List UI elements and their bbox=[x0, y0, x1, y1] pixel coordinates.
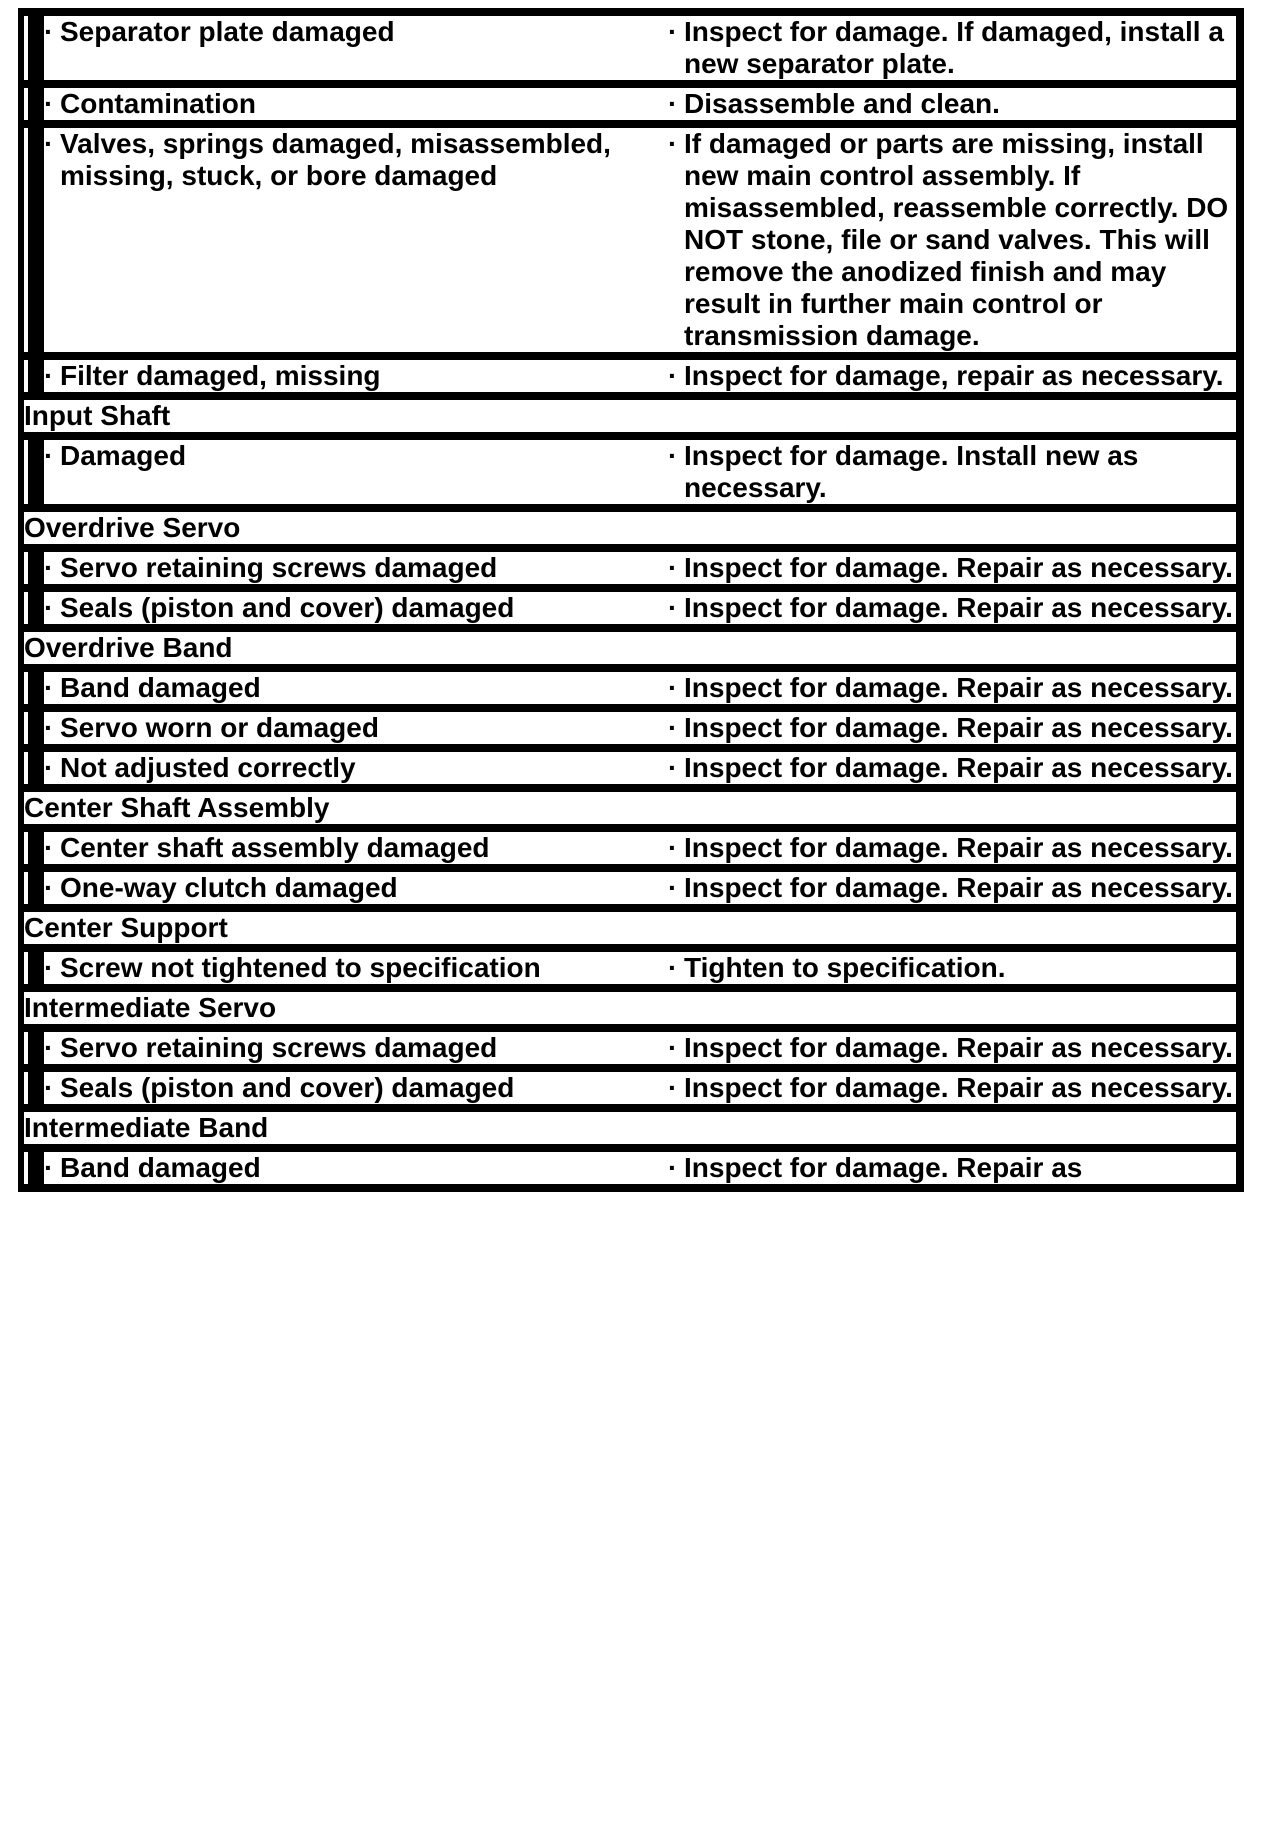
column-divider bbox=[660, 984, 668, 1024]
bullet-dot: · bbox=[44, 832, 54, 863]
section-header-row bbox=[18, 392, 1244, 432]
column-divider bbox=[660, 1144, 668, 1192]
bullet-dot: · bbox=[668, 128, 678, 159]
indent-bar bbox=[28, 744, 44, 784]
cause-cell bbox=[44, 944, 660, 984]
bullet-dot: · bbox=[44, 872, 54, 903]
cause-text-block bbox=[44, 360, 660, 392]
cause-text-block bbox=[44, 952, 660, 984]
action-text: Inspect for damage. Repair as necessary. bbox=[684, 1072, 1233, 1103]
cause-cell bbox=[44, 120, 660, 352]
diagnosis-item-row bbox=[18, 1144, 1244, 1192]
cause-cell bbox=[44, 1064, 660, 1104]
indent-bar bbox=[28, 1024, 44, 1064]
cause-text-block bbox=[44, 1152, 660, 1184]
indent-bar bbox=[28, 352, 44, 392]
diagnosis-item-row bbox=[18, 80, 1244, 120]
column-divider bbox=[660, 664, 668, 704]
action-text: Inspect for damage. Repair as necessary. bbox=[684, 672, 1233, 703]
indent-stripe bbox=[18, 1024, 28, 1064]
action-text: Inspect for damage. Install new as necessary. bbox=[684, 440, 1139, 503]
column-divider bbox=[660, 432, 668, 504]
bullet-dot: · bbox=[44, 1152, 54, 1183]
column-divider bbox=[660, 392, 668, 432]
action-text-block bbox=[668, 360, 1236, 392]
indent-stripe bbox=[18, 584, 28, 624]
indent-bar bbox=[28, 544, 44, 584]
cause-text-block bbox=[44, 872, 660, 904]
cause-cell bbox=[44, 432, 660, 504]
action-cell bbox=[668, 352, 1244, 392]
bullet-dot: · bbox=[668, 592, 678, 623]
action-text: Inspect for damage. If damaged, install a new separator plate. bbox=[684, 16, 1224, 79]
column-divider bbox=[660, 944, 668, 984]
cause-text-block bbox=[44, 16, 660, 48]
bullet-dot: · bbox=[668, 360, 678, 391]
cause-text: Not adjusted correctly bbox=[60, 752, 356, 783]
indent-stripe bbox=[18, 664, 28, 704]
section-header-label: Overdrive Band bbox=[18, 624, 660, 664]
action-text: Inspect for damage. Repair as necessary. bbox=[684, 832, 1233, 863]
bullet-dot: · bbox=[668, 672, 678, 703]
section-header-empty-action bbox=[668, 784, 1244, 824]
action-text-block bbox=[668, 1152, 1236, 1184]
section-header-empty-action bbox=[668, 1104, 1244, 1144]
column-divider bbox=[660, 784, 668, 824]
action-text: Tighten to specification. bbox=[684, 952, 1006, 983]
column-divider bbox=[660, 864, 668, 904]
diagnosis-item-row bbox=[18, 584, 1244, 624]
column-divider bbox=[660, 352, 668, 392]
action-text: Inspect for damage. Repair as necessary. bbox=[684, 712, 1233, 743]
cause-cell bbox=[44, 544, 660, 584]
diagnosis-item-row bbox=[18, 704, 1244, 744]
diagnosis-item-row bbox=[18, 864, 1244, 904]
cause-cell bbox=[44, 704, 660, 744]
diagnosis-item-row bbox=[18, 744, 1244, 784]
bullet-dot: · bbox=[44, 672, 54, 703]
cause-text: Separator plate damaged bbox=[60, 16, 395, 47]
section-header-label: Center Shaft Assembly bbox=[18, 784, 660, 824]
cause-text: Center shaft assembly damaged bbox=[60, 832, 490, 863]
section-header-row bbox=[18, 784, 1244, 824]
cause-text: Servo worn or damaged bbox=[60, 712, 379, 743]
cause-text-block bbox=[44, 672, 660, 704]
column-divider bbox=[660, 824, 668, 864]
bullet-dot: · bbox=[44, 592, 54, 623]
action-text-block bbox=[668, 552, 1236, 584]
bullet-dot: · bbox=[44, 360, 54, 391]
bullet-dot: · bbox=[668, 712, 678, 743]
cause-text-block bbox=[44, 1032, 660, 1064]
action-text-block bbox=[668, 832, 1236, 864]
cause-text-block bbox=[44, 752, 660, 784]
bullet-dot: · bbox=[668, 552, 678, 583]
column-divider bbox=[660, 544, 668, 584]
action-text-block bbox=[668, 672, 1236, 704]
cause-text-block bbox=[44, 128, 660, 192]
cause-cell bbox=[44, 824, 660, 864]
section-header-row bbox=[18, 504, 1244, 544]
bullet-dot: · bbox=[668, 440, 678, 471]
bullet-dot: · bbox=[44, 552, 54, 583]
bullet-dot: · bbox=[668, 16, 678, 47]
bullet-dot: · bbox=[44, 752, 54, 783]
action-cell bbox=[668, 664, 1244, 704]
indent-bar bbox=[28, 80, 44, 120]
cause-text-block bbox=[44, 88, 660, 120]
column-divider bbox=[660, 704, 668, 744]
indent-bar bbox=[28, 704, 44, 744]
cause-text-block bbox=[44, 592, 660, 624]
indent-bar bbox=[28, 1144, 44, 1192]
indent-stripe bbox=[18, 944, 28, 984]
indent-stripe bbox=[18, 80, 28, 120]
cause-cell bbox=[44, 744, 660, 784]
indent-bar bbox=[28, 664, 44, 704]
cause-cell bbox=[44, 1144, 660, 1192]
cause-text: Damaged bbox=[60, 440, 187, 471]
indent-bar bbox=[28, 8, 44, 80]
cause-cell bbox=[44, 80, 660, 120]
indent-stripe bbox=[18, 432, 28, 504]
bullet-dot: · bbox=[44, 952, 54, 983]
diagnosis-item-row bbox=[18, 432, 1244, 504]
indent-bar bbox=[28, 120, 44, 352]
column-divider bbox=[660, 80, 668, 120]
diagnosis-item-row bbox=[18, 1064, 1244, 1104]
action-cell bbox=[668, 544, 1244, 584]
action-cell bbox=[668, 864, 1244, 904]
section-header-label: Overdrive Servo bbox=[18, 504, 660, 544]
bullet-dot: · bbox=[44, 440, 54, 471]
cause-text: Seals (piston and cover) damaged bbox=[60, 1072, 515, 1103]
cause-text-block bbox=[44, 832, 660, 864]
bullet-dot: · bbox=[44, 1032, 54, 1063]
action-text-block bbox=[668, 1032, 1236, 1064]
section-header-row bbox=[18, 624, 1244, 664]
diagnosis-item-row bbox=[18, 944, 1244, 984]
bullet-dot: · bbox=[668, 88, 678, 119]
cause-cell bbox=[44, 584, 660, 624]
column-divider bbox=[660, 504, 668, 544]
section-header-empty-action bbox=[668, 624, 1244, 664]
action-text: Inspect for damage. Repair as necessary. bbox=[684, 552, 1233, 583]
diagnosis-table-body bbox=[18, 8, 1244, 1192]
indent-stripe bbox=[18, 744, 28, 784]
cause-cell bbox=[44, 664, 660, 704]
column-divider bbox=[660, 1024, 668, 1064]
column-divider bbox=[660, 120, 668, 352]
column-divider bbox=[660, 8, 668, 80]
indent-stripe bbox=[18, 1064, 28, 1104]
action-cell bbox=[668, 432, 1244, 504]
cause-text: Filter damaged, missing bbox=[60, 360, 381, 391]
bullet-dot: · bbox=[668, 1072, 678, 1103]
section-header-label: Intermediate Band bbox=[18, 1104, 660, 1144]
indent-bar bbox=[28, 864, 44, 904]
action-cell bbox=[668, 120, 1244, 352]
cause-cell bbox=[44, 8, 660, 80]
cause-cell bbox=[44, 352, 660, 392]
action-text: Inspect for damage. Repair as necessary. bbox=[684, 752, 1233, 783]
action-text-block bbox=[668, 592, 1236, 624]
indent-stripe bbox=[18, 824, 28, 864]
bullet-dot: · bbox=[668, 1152, 678, 1183]
indent-bar bbox=[28, 584, 44, 624]
bullet-dot: · bbox=[668, 952, 678, 983]
action-text-block bbox=[668, 712, 1236, 744]
cause-text: Band damaged bbox=[60, 672, 261, 703]
action-text-block bbox=[668, 16, 1236, 80]
cause-text: Contamination bbox=[60, 88, 256, 119]
action-cell bbox=[668, 704, 1244, 744]
bullet-dot: · bbox=[668, 832, 678, 863]
indent-stripe bbox=[18, 864, 28, 904]
action-text: Inspect for damage. Repair as necessary. bbox=[684, 872, 1233, 903]
action-cell bbox=[668, 1144, 1244, 1192]
indent-bar bbox=[28, 824, 44, 864]
section-header-empty-action bbox=[668, 392, 1244, 432]
bullet-dot: · bbox=[44, 1072, 54, 1103]
indent-stripe bbox=[18, 544, 28, 584]
cause-text: Seals (piston and cover) damaged bbox=[60, 592, 515, 623]
cause-text: Servo retaining screws damaged bbox=[60, 1032, 498, 1063]
indent-stripe bbox=[18, 120, 28, 352]
action-text-block bbox=[668, 88, 1236, 120]
action-text: Disassemble and clean. bbox=[684, 88, 1000, 119]
diagnosis-item-row bbox=[18, 824, 1244, 864]
indent-bar bbox=[28, 1064, 44, 1104]
bullet-dot: · bbox=[668, 872, 678, 903]
bullet-dot: · bbox=[44, 16, 54, 47]
column-divider bbox=[660, 904, 668, 944]
cause-text-block bbox=[44, 440, 660, 472]
cause-text-block bbox=[44, 712, 660, 744]
indent-stripe bbox=[18, 352, 28, 392]
diagnosis-item-row bbox=[18, 352, 1244, 392]
action-cell bbox=[668, 944, 1244, 984]
diagnosis-table-sheet bbox=[18, 8, 1244, 1192]
action-text-block bbox=[668, 128, 1236, 352]
action-cell bbox=[668, 824, 1244, 864]
indent-bar bbox=[28, 944, 44, 984]
diagnosis-item-row bbox=[18, 120, 1244, 352]
section-header-empty-action bbox=[668, 504, 1244, 544]
column-divider bbox=[660, 624, 668, 664]
cause-text-block bbox=[44, 1072, 660, 1104]
action-text: Inspect for damage. Repair as bbox=[684, 1152, 1083, 1183]
column-divider bbox=[660, 1064, 668, 1104]
diagnosis-item-row bbox=[18, 1024, 1244, 1064]
section-header-row bbox=[18, 1104, 1244, 1144]
bullet-dot: · bbox=[44, 128, 54, 159]
column-divider bbox=[660, 1104, 668, 1144]
action-text-block bbox=[668, 872, 1236, 904]
bullet-dot: · bbox=[44, 712, 54, 743]
action-text: Inspect for damage. Repair as necessary. bbox=[684, 1032, 1233, 1063]
action-text-block bbox=[668, 1072, 1236, 1104]
section-header-label: Center Support bbox=[18, 904, 660, 944]
column-divider bbox=[660, 744, 668, 784]
section-header-label: Intermediate Servo bbox=[18, 984, 660, 1024]
action-cell bbox=[668, 584, 1244, 624]
action-text-block bbox=[668, 440, 1236, 504]
column-divider bbox=[660, 584, 668, 624]
indent-bar bbox=[28, 432, 44, 504]
section-header-empty-action bbox=[668, 984, 1244, 1024]
indent-stripe bbox=[18, 1144, 28, 1192]
indent-stripe bbox=[18, 704, 28, 744]
cause-text: Screw not tightened to specification bbox=[60, 952, 541, 983]
action-cell bbox=[668, 80, 1244, 120]
action-text-block bbox=[668, 752, 1236, 784]
section-header-label: Input Shaft bbox=[18, 392, 660, 432]
bullet-dot: · bbox=[668, 1032, 678, 1063]
diagnosis-item-row bbox=[18, 544, 1244, 584]
action-cell bbox=[668, 1024, 1244, 1064]
cause-text: Servo retaining screws damaged bbox=[60, 552, 498, 583]
diagnosis-item-row bbox=[18, 8, 1244, 80]
action-cell bbox=[668, 744, 1244, 784]
cause-cell bbox=[44, 1024, 660, 1064]
cause-text-block bbox=[44, 552, 660, 584]
action-cell bbox=[668, 8, 1244, 80]
cause-text: One-way clutch damaged bbox=[60, 872, 398, 903]
action-text: Inspect for damage, repair as necessary. bbox=[684, 360, 1224, 391]
section-header-row bbox=[18, 904, 1244, 944]
cause-text: Valves, springs damaged, misassembled, missing, stuck, or bore damaged bbox=[60, 128, 611, 191]
section-header-empty-action bbox=[668, 904, 1244, 944]
section-header-row bbox=[18, 984, 1244, 1024]
bullet-dot: · bbox=[668, 752, 678, 783]
action-cell bbox=[668, 1064, 1244, 1104]
cause-text: Band damaged bbox=[60, 1152, 261, 1183]
cause-cell bbox=[44, 864, 660, 904]
bullet-dot: · bbox=[44, 88, 54, 119]
diagnosis-item-row bbox=[18, 664, 1244, 704]
indent-stripe bbox=[18, 8, 28, 80]
diagnosis-table bbox=[18, 8, 1244, 1192]
action-text: Inspect for damage. Repair as necessary. bbox=[684, 592, 1233, 623]
action-text: If damaged or parts are missing, install new main control assembly. If misassembled, reassemble correctly. DO NOT stone, file or sand valves. This will remove the anodized finish and may result in further main control or transmission damage. bbox=[684, 128, 1229, 351]
action-text-block bbox=[668, 952, 1236, 984]
